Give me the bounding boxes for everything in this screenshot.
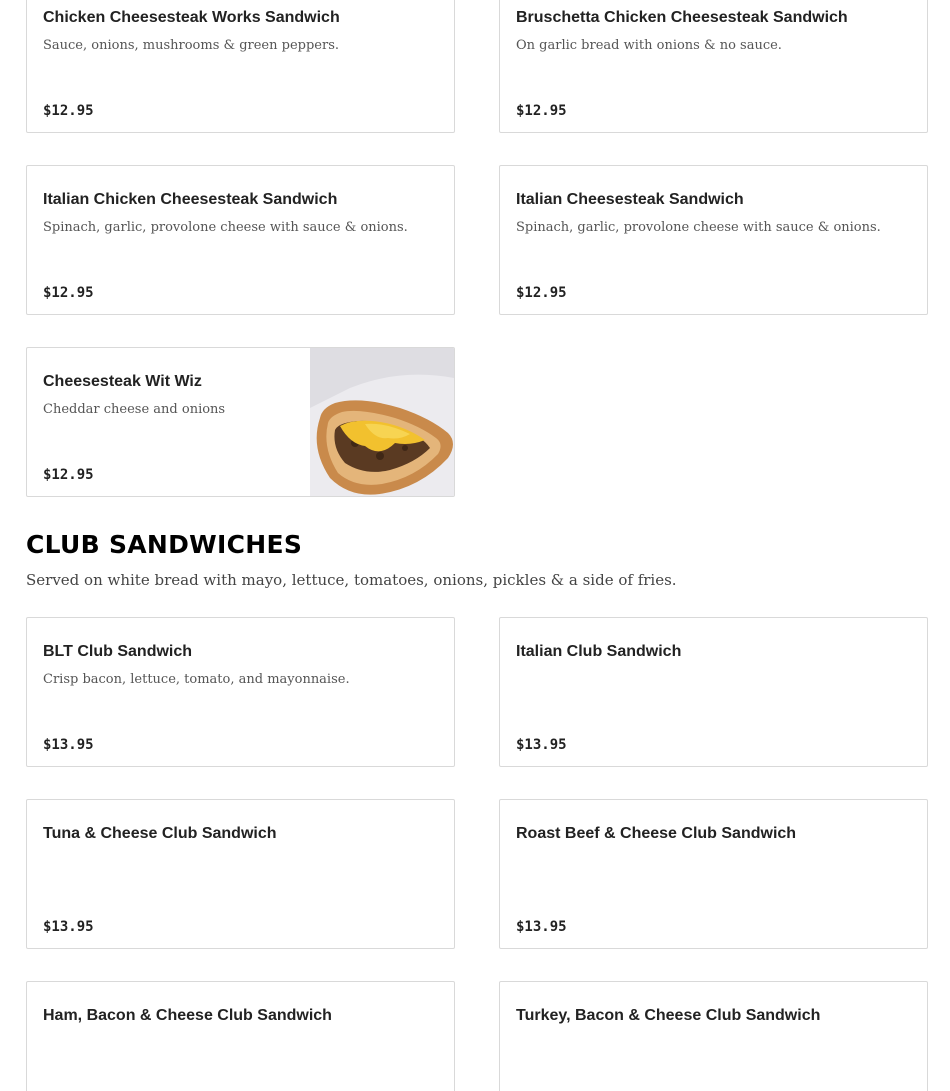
menu-item-description: On garlic bread with onions & no sauce. <box>516 38 782 53</box>
menu-item-description: Sauce, onions, mushrooms & green peppers. <box>43 38 340 53</box>
menu-item-price: $12.95 <box>43 285 94 301</box>
section-title: CLUB SANDWICHES <box>26 530 303 559</box>
menu-item-name: Turkey, Bacon & Cheese Club Sandwich <box>516 1007 821 1024</box>
menu-item-card[interactable] <box>26 347 455 497</box>
menu-item-name: Roast Beef & Cheese Club Sandwich <box>516 825 797 842</box>
menu-item-card[interactable] <box>499 617 928 767</box>
menu-item-card[interactable] <box>26 617 455 767</box>
menu-item-price: $13.95 <box>43 919 94 935</box>
menu-item-card[interactable] <box>26 981 455 1091</box>
menu-item-name: Ham, Bacon & Cheese Club Sandwich <box>43 1007 332 1024</box>
menu-item-price: $12.95 <box>516 103 567 119</box>
menu-item-card[interactable] <box>499 799 928 949</box>
menu-item-card[interactable] <box>26 799 455 949</box>
cheesesteak-photo-image <box>310 348 454 496</box>
menu-item-photo <box>310 348 454 496</box>
menu-item-card[interactable] <box>499 0 928 133</box>
menu-item-price: $13.95 <box>516 737 567 753</box>
menu-item-name: Italian Cheesesteak Sandwich <box>516 191 744 208</box>
menu-item-description: Spinach, garlic, provolone cheese with sauce & onions. <box>516 220 881 235</box>
menu-item-price: $13.95 <box>516 919 567 935</box>
menu-item-name: Cheesesteak Wit Wiz <box>43 373 202 390</box>
menu-item-price: $12.95 <box>43 103 94 119</box>
menu-item-price: $12.95 <box>43 467 94 483</box>
menu-item-name: Bruschetta Chicken Cheesesteak Sandwich <box>516 9 848 26</box>
menu-item-name: Italian Chicken Cheesesteak Sandwich <box>43 191 338 208</box>
menu-item-name: Chicken Cheesesteak Works Sandwich <box>43 9 340 26</box>
menu-item-name: Italian Club Sandwich <box>516 643 682 660</box>
menu-item-description: Crisp bacon, lettuce, tomato, and mayonnaise. <box>43 672 350 687</box>
menu-item-card[interactable] <box>499 981 928 1091</box>
menu-item-card[interactable] <box>499 165 928 315</box>
menu-item-price: $12.95 <box>516 285 567 301</box>
menu-item-name: Tuna & Cheese Club Sandwich <box>43 825 277 842</box>
menu-item-card[interactable] <box>26 0 455 133</box>
menu-item-name: BLT Club Sandwich <box>43 643 193 660</box>
section-description: Served on white bread with mayo, lettuce, tomatoes, onions, pickles & a side of fries. <box>26 571 677 589</box>
menu-item-description: Spinach, garlic, provolone cheese with sauce & onions. <box>43 220 408 235</box>
menu-item-price: $13.95 <box>43 737 94 753</box>
menu-item-card[interactable] <box>26 165 455 315</box>
menu-item-description: Cheddar cheese and onions <box>43 402 226 417</box>
